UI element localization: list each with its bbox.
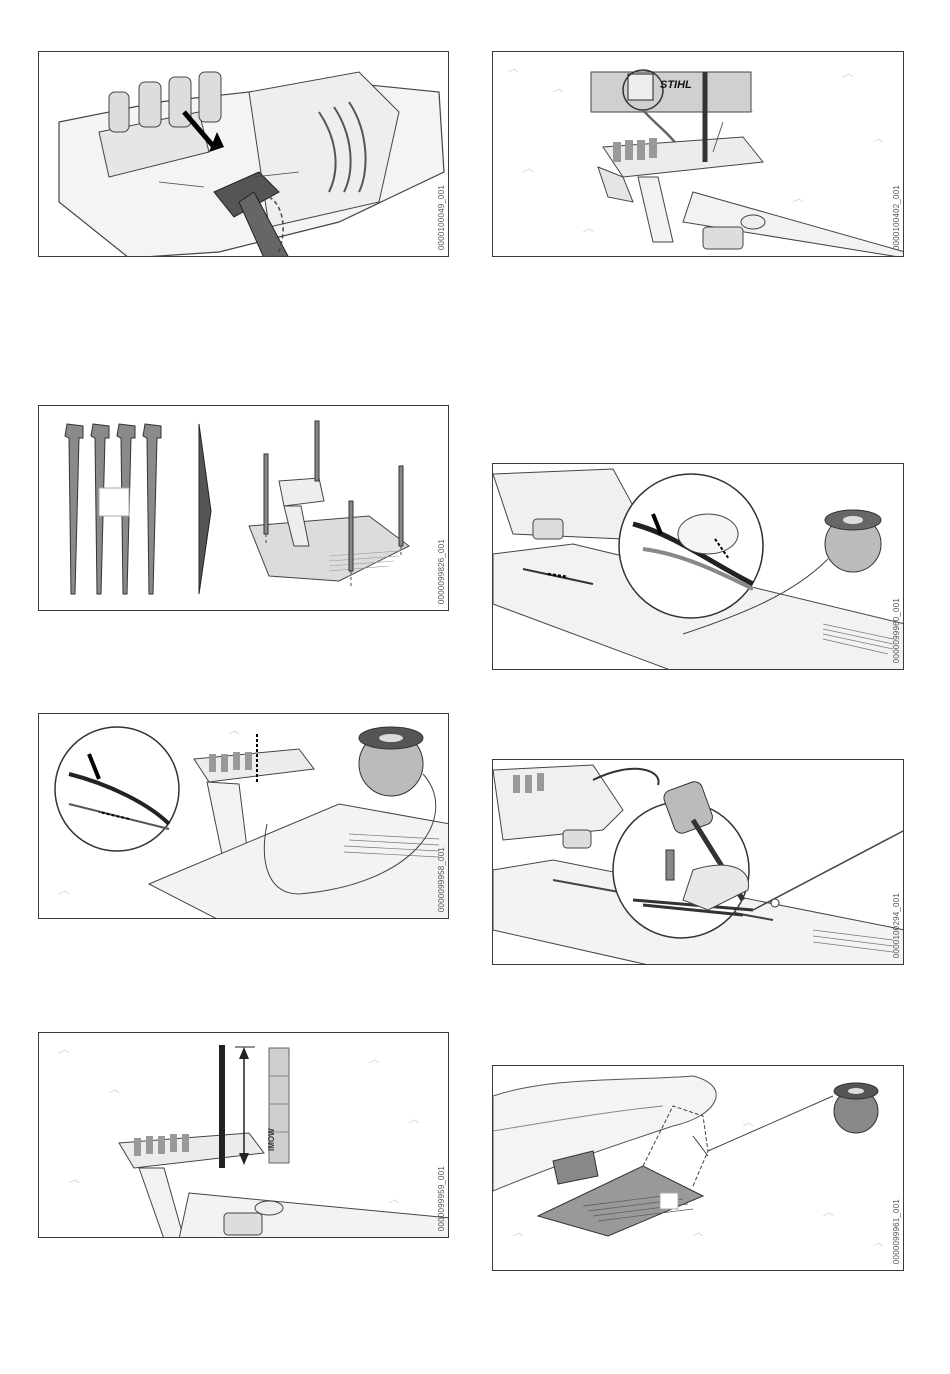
figure-wire-through-station xyxy=(38,713,449,919)
figure-pegs-placement xyxy=(38,405,449,611)
figure-code: 0000099961_001 xyxy=(892,1198,901,1264)
illustration-docking-station-top xyxy=(493,52,904,257)
figure-code: 0000099960_001 xyxy=(892,597,901,663)
illustration-docking-station-cable-insertion xyxy=(39,52,449,257)
figure-code: 0000099826_001 xyxy=(437,538,446,604)
illustration-wire-routing-detail xyxy=(39,714,449,919)
figure-cable-length-gauge xyxy=(38,1032,449,1238)
figure-code: 0000099959_001 xyxy=(437,1165,446,1231)
count-label-box xyxy=(99,488,129,516)
figure-station-installed xyxy=(492,1065,904,1271)
figure-code: 0000100049_001 xyxy=(437,184,446,250)
illustration-hammering-peg xyxy=(493,760,904,965)
figure-code: 0000099958_001 xyxy=(437,846,446,912)
illustration-pegs-and-base-plate xyxy=(39,406,449,611)
figure-code: 0000100294_001 xyxy=(892,892,901,958)
gauge-brand-label: iMOW xyxy=(267,1128,276,1151)
figure-hammer-peg xyxy=(492,759,904,965)
illustration-wire-channel-detail xyxy=(493,464,904,670)
illustration-wire-length-measurement xyxy=(39,1033,449,1238)
illustration-station-in-lawn xyxy=(493,1066,904,1271)
figure-connector-insertion xyxy=(38,51,449,257)
figure-wire-cable-routing xyxy=(492,51,904,257)
figure-wire-into-channel xyxy=(492,463,904,670)
stihl-logo: STIHL xyxy=(660,79,692,91)
figure-code: 0000100402_001 xyxy=(892,184,901,250)
count-label-box xyxy=(660,1193,678,1209)
